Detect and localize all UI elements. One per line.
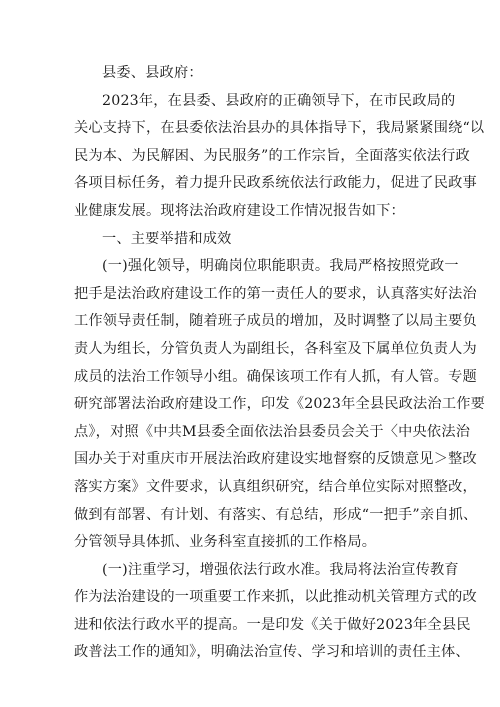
paragraph-line: (一)强化领导，明确岗位职能职责。我局严格按照党政一 [102, 258, 459, 275]
paragraph-line: 业健康发展。现将法治政府建设工作情况报告如下： [74, 202, 405, 219]
section-heading: 一、主要举措和成效 [102, 230, 232, 247]
paragraph-line: 作为法治建设的一项重要工作来抓，以此推动机关管理方式的改 [74, 589, 477, 606]
paragraph-line: 把手是法治政府建设工作的第一责任人的要求，认真落实好法治 [74, 285, 477, 302]
paragraph-line: 落实方案》文件要求，认真组织研究，结合单位实际对照整改， [74, 478, 477, 495]
paragraph-line: 各项目标任务，着力提升民政系统依法行政能力，促进了民政事 [74, 175, 477, 192]
paragraph-line: 2023年，在县委、县政府的正确领导下，在市民政局的 [102, 92, 456, 109]
paragraph-line: 关心支持下，在县委依法治县办的具体指导下，我局紧紧围绕“以 [74, 120, 485, 137]
paragraph-line: 做到有部署、有计划、有落实、有总结，形成“一把手”亲自抓、 [74, 506, 478, 523]
paragraph-line: (一)注重学习，增强依法行政水准。我局将法治宣传教育 [102, 561, 459, 578]
body-text [74, 88, 485, 667]
paragraph-line: 成员的法治工作领导小组。确保该项工作有人抓，有人管。专题 [74, 368, 477, 385]
paragraph-line: 点》，对照《中共M县委全面依法治县委员会关于〈中央依法治 [74, 423, 471, 440]
paragraph-line: 责人为组长，分管负责人为副组长，各科室及下属单位负责人为 [74, 340, 477, 357]
paragraph-line: 政普法工作的通知》，明确法治宣传、学习和培训的责任主体、 [74, 644, 470, 661]
paragraph-line: 国办关于对重庆市开展法治政府建设实地督察的反馈意见＞整改 [74, 451, 477, 468]
salutation: 县委、县政府： [102, 65, 203, 81]
paragraph-line: 工作领导责任制，随着班子成员的增加，及时调整了以局主要负 [74, 313, 477, 330]
paragraph-line: 进和依法行政水平的提高。一是印发《关于做好2023年全县民 [74, 616, 471, 633]
paragraph-line: 民为本、为民解困、为民服务”的工作宗旨，全面落实依法行政 [74, 147, 470, 164]
paragraph-line: 研究部署法治政府建设工作，印发《2023年全县民政法治工作要 [74, 396, 485, 413]
paragraph-line: 分管领导具体抓、业务科室直接抓的工作格局。 [74, 534, 377, 551]
document-body [74, 60, 485, 667]
